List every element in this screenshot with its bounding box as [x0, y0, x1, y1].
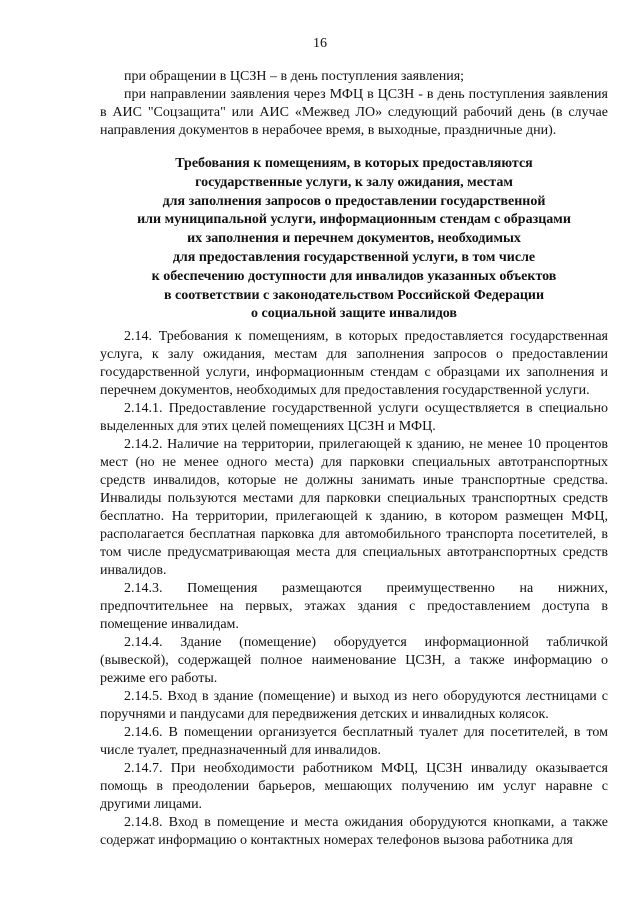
intro-paragraph: при направлении заявления через МФЦ в ЦСЗН - в день поступления заявления в АИС "Соцзащита" или АИС «Межвед ЛО» следующий рабочий день (в случае направления документов в нерабочее время, в выходные, праздничные дни). — [100, 87, 608, 138]
section-heading — [100, 155, 608, 324]
heading-line: для предоставления государственной услуги, в том числе — [172, 249, 536, 265]
paragraph-2-14-5: 2.14.5. Вход в здание (помещение) и выход из него оборудуются лестницами с поручнями и пандусами для передвижения детских и инвалидных колясок. — [100, 689, 608, 722]
heading-line: для заполнения запросов о предоставлении государственной — [162, 193, 546, 209]
heading-line: или муниципальной услуги, информационным стендам с образцами — [137, 212, 571, 228]
intro-text — [100, 68, 608, 140]
page-number: 16 — [313, 36, 327, 51]
heading-line: их заполнения и перечнем документов, необходимых — [187, 231, 521, 247]
paragraph-2-14-8: 2.14.8. Вход в помещение и места ожидания оборудуются кнопками, а также содержат информацию о контактных номерах телефонов вызова работника для — [100, 815, 608, 848]
paragraph-2-14-1: 2.14.1. Предоставление государственной услуги осуществляется в специально выделенных для этих целей помещениях ЦСЗН и МФЦ. — [100, 401, 608, 434]
paragraph-2-14: 2.14. Требования к помещениям, в которых предоставляется государственная услуга, к залу ожидания, местам для заполнения запросов о предоставлении государственной услуги, информационным стендам с образцами их заполнения и перечнем документов, необходимых для предоставления государственной услуги. — [100, 329, 608, 398]
intro-paragraph: при обращении в ЦСЗН – в день поступления заявления; — [124, 69, 465, 84]
paragraph-2-14-2: 2.14.2. Наличие на территории, прилегающей к зданию, не менее 10 процентов мест (но не менее одного места) для парковки специальных автотранспортных средств инвалидов, которые не должны занимать иные транспортные средства. Инвалиды пользуются местами для парковки специальных транспортных средств бесплатно. На территории, прилегающей к зданию, в котором размещен МФЦ, располагается бесплатная парковка для автомобильного транспорта посетителей, в том числе предусматривающая места для специальных автотранспортных средств инвалидов. — [100, 437, 608, 578]
main-text — [100, 328, 608, 850]
paragraph-2-14-3: 2.14.3. Помещения размещаются преимущественно на нижних, предпочтительнее на первых, этажах здания с предоставлением доступа в помещение инвалидам. — [100, 581, 608, 632]
paragraph-2-14-4: 2.14.4. Здание (помещение) оборудуется информационной табличкой (вывеской), содержащей полное наименование ЦСЗН, а также информацию о режиме его работы. — [100, 635, 608, 686]
heading-line: в соответствии с законодательством Российской Федерации — [163, 287, 545, 303]
paragraph-2-14-6: 2.14.6. В помещении организуется бесплатный туалет для посетителей, в том числе туалет, предназначенный для инвалидов. — [100, 725, 608, 758]
heading-line: о социальной защите инвалидов — [251, 306, 457, 322]
heading-line: государственные услуги, к залу ожидания, местам — [195, 174, 513, 190]
heading-line: Требования к помещениям, в которых предоставляются — [175, 156, 533, 171]
paragraph-2-14-7: 2.14.7. При необходимости работником МФЦ, ЦСЗН инвалиду оказывается помощь в преодолении барьеров, мешающих получению им услуг наравне с другими лицами. — [100, 761, 608, 812]
heading-line: к обеспечению доступности для инвалидов указанных объектов — [151, 268, 557, 284]
